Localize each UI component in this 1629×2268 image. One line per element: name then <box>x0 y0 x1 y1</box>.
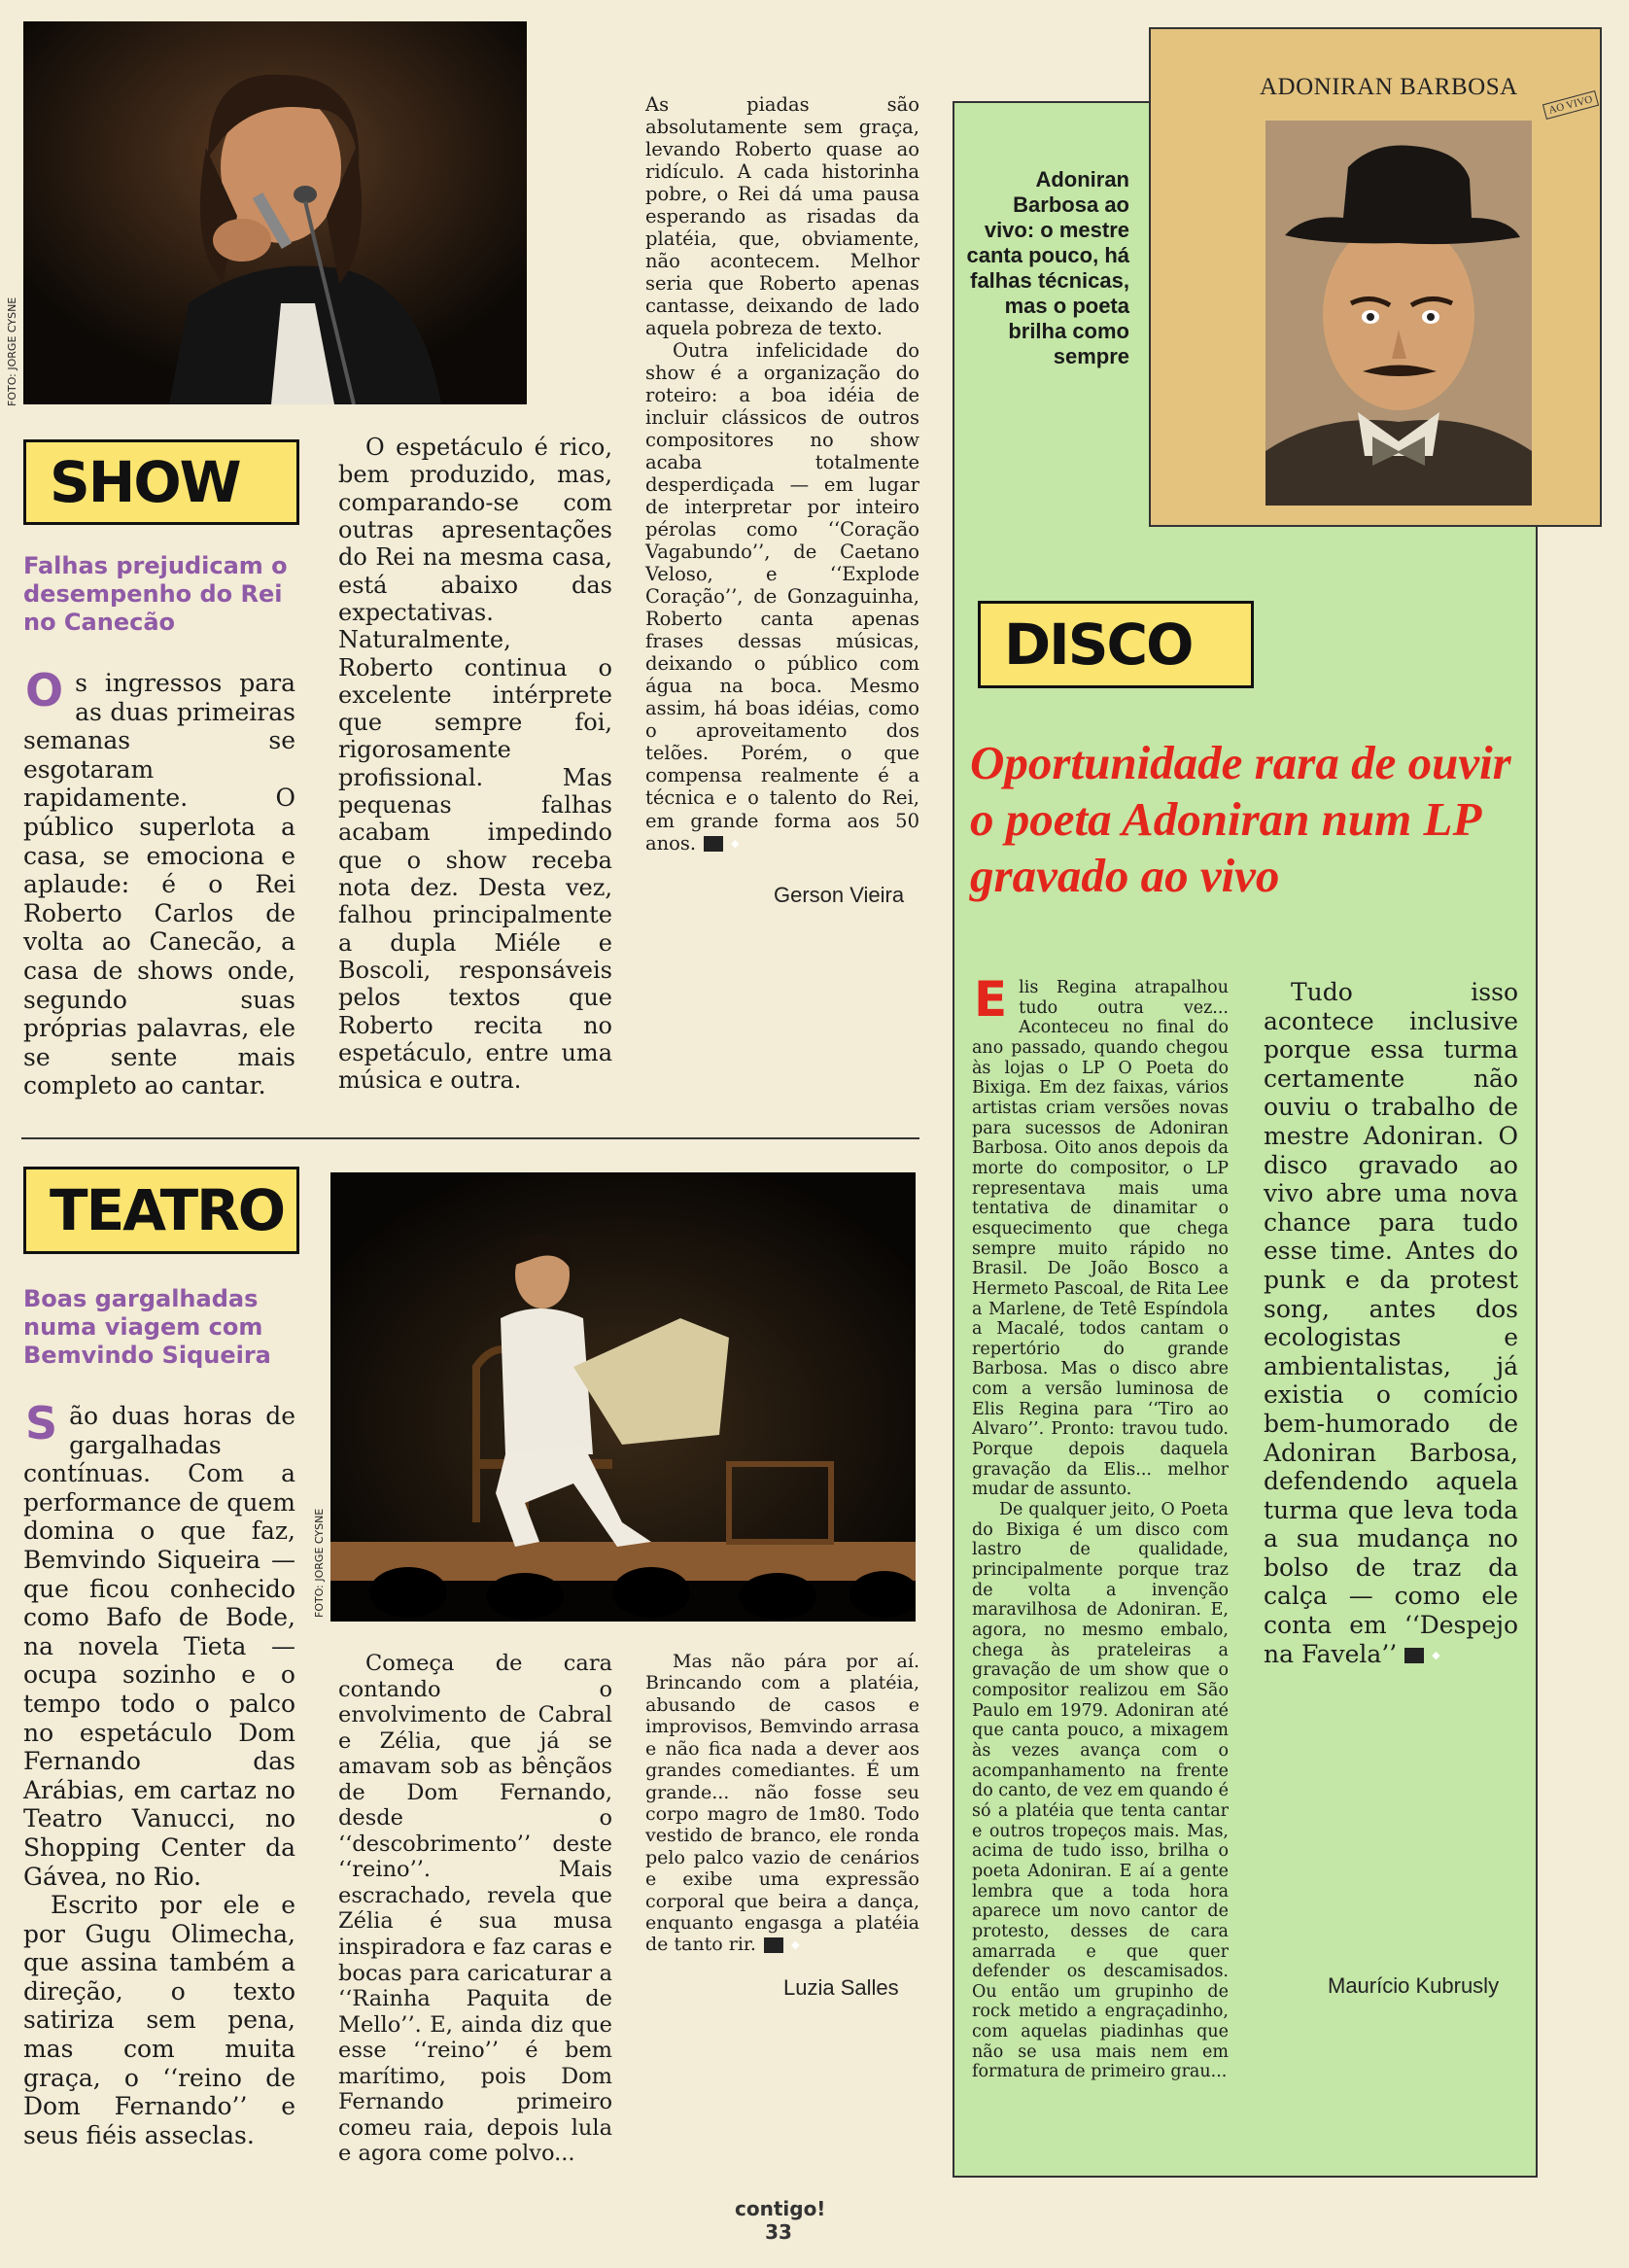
show-paragraph-1: s ingressos para as duas primeiras semanas se esgotaram rapidamente. O público superlota a casa, se emociona e aplaude: é o Rei Roberto Carlos de volta ao Canecão, a casa de shows onde, segundo suas próprias palavras, ele se sente mais completo ao cantar. <box>23 669 295 1100</box>
teatro-paragraph-4: Mas não pára por aí. Brincando com a platéia, abusando de casos e improvisos, Bemvindo arrasa e não fica nada a dever aos grandes comediantes. É um grande... não fosse seu corpo magro de 1m80. Todo vestido de branco, ele ronda pelo palco vazio de cenários e exibe uma expressão corporal que beira a dança, enquanto engasga a platéia de tanto rir. ◆ <box>645 1651 919 1956</box>
teatro-photo <box>330 1172 916 1622</box>
album-cover <box>1149 27 1602 527</box>
actor-illustration <box>330 1172 916 1622</box>
footer-magazine: contigo! <box>735 2197 826 2220</box>
teatro-subtitle: Boas gargalhadas numa viagem com Bemvindo Siqueira <box>23 1285 271 1369</box>
teatro-dropcap: S <box>25 1397 58 1449</box>
show-subtitle: Falhas prejudicam o desempenho do Rei no Canecão <box>23 552 288 636</box>
show-paragraph-3: As piadas são absolutamente sem graça, levando Roberto quase ao ridículo. A cada historinha pobre, o Rei dá uma pausa esperando as risadas da platéia, que, obviamente, não acontecem. Melhor seria que Roberto apenas cantasse, deixando de lado aquela pobreza de texto. <box>645 93 919 340</box>
album-caption: Adoniran Barbosa ao vivo: o mestre canta pouco, há falhas técnicas, mas o poeta brilha como sempre <box>966 167 1129 368</box>
end-mark-icon: ◆ <box>1404 1648 1424 1663</box>
page-number: 33 <box>765 2220 792 2244</box>
teatro-column-3 <box>645 1651 919 1971</box>
teatro-author: Luzia Salles <box>783 1975 899 2000</box>
disco-paragraph-1: lis Regina atrapalhou tudo outra vez... Aconteceu no final do ano passado, quando chegou às lojas o LP O Poeta do Bixiga. Em dez faixas, vários artistas criam versões novas para sucessos de Adoniran Barbosa. Oito anos depois da morte do compositor, o LP representava mais uma tentativa de dinamitar o esquecimento que chega sempre muito rápido no Brasil. De João Bosco a Hermeto Pascoal, de Rita Lee a Marlene, de Tetê Espíndola a Macalé, todos cantam o repertório do grande Barbosa. Mas o disco abre com a versão luminosa de Elis Regina para ‘‘Tiro ao Alvaro’’. Pronto: travou tudo. Porque depois daquela gravação da Elis... melhor mudar de assunto. <box>972 978 1229 1500</box>
show-paragraph-4: Outra infelicidade do show é a organização do roteiro: a boa idéia de incluir clássicos de outros compositores no show acaba totalmente desperdiçada — em lugar de interpretar por inteiro pérolas como ‘‘Coração Vagabundo’’, de Caetano Veloso, e ‘‘Explode Coração’’, de Gonzaguinha, Roberto canta apenas frases dessas músicas, deixando o público com água na boca. Mesmo assim, há boas idéias, como o aproveitamento dos telões. Porém, o que compensa realmente é a técnica e o talento do Rei, em grande forma aos 50 anos. ◆ <box>645 339 919 855</box>
disco-dropcap: E <box>974 971 1008 1028</box>
album-badge: AO VIVO <box>1542 90 1599 120</box>
show-section-tag: SHOW <box>23 439 299 525</box>
singer-illustration <box>23 21 527 404</box>
teatro-section-tag: TEATRO <box>23 1167 299 1254</box>
show-dropcap: O <box>25 664 64 716</box>
show-photo-credit: FOTO: JORGE CYSNE <box>6 297 18 406</box>
disco-headline: Oportunidade rara de ouvir o poeta Adoniran num LP gravado ao vivo <box>970 736 1511 902</box>
disco-paragraph-3: Tudo isso acontece inclusive porque essa turma certamente não ouviu o trabalho de mestre Adoniran. O disco gravado ao vivo abre uma nova chance para tudo esse time. Antes do punk e da protest song, antes dos ecologistas e ambientalistas, já existia o comício bem-humorado de Adoniran Barbosa, defendendo aquela turma que leva toda a sua mudança no bolso de traz da calça — como ele conta em ‘‘Despejo na Favela’’ ◆ <box>1264 978 1518 1668</box>
disco-column-2 <box>1264 978 1518 2145</box>
adoniran-illustration <box>1265 121 1532 506</box>
show-author: Gerson Vieira <box>774 883 905 907</box>
disco-paragraph-2: De qualquer jeito, O Poeta do Bixiga é um disco com lastro de qualidade, principalmente porque traz de volta a invenção maravilhosa de Adoniran. E, agora, no mesmo embalo, chega às prateleiras a gravação de um show que o compositor realizou em São Paulo em 1979. Adoniran até que canta pouco, a mixagem às vezes avança com o acompanhamento na frente do canto, de vez em quando é só a platéia que tenta cantar e outros tropeços mais. Mas, acima de tudo isso, brilha o poeta Adoniran. E aí a gente lembra que a toda hora aparece um novo cantor de protesto, desses de cara amarrada e que quer defender os descamisados. Ou então um grupinho de rock metido a engraçadinho, com aquelas piadinhas que não se usa mais nem em formatura de primeiro grau... <box>972 1500 1229 2082</box>
disco-author: Maurício Kubrusly <box>1328 1973 1500 1998</box>
teatro-column-2 <box>338 1651 612 2185</box>
show-column-1 <box>23 664 295 1106</box>
album-artist: ADONIRAN BARBOSA <box>1260 74 1518 100</box>
end-mark-icon: ◆ <box>764 1937 783 1953</box>
teatro-column-1 <box>23 1397 295 2180</box>
show-column-2 <box>338 434 612 1104</box>
disco-column-1 <box>972 971 1229 2145</box>
album-portrait <box>1265 121 1532 506</box>
disco-section-tag: DISCO <box>978 601 1254 688</box>
teatro-paragraph-2: Escrito por ele e por Gugu Olimecha, que assina também a direção, o texto satiriza sem pena, mas com muita graça, o ‘‘reino de Dom Fernando’’ e seus fiéis asseclas. <box>23 1891 295 2149</box>
teatro-photo-credit: FOTO: JORGE CYSNE <box>313 1508 326 1618</box>
show-paragraph-2: O espetáculo é rico, bem produzido, mas, comparando-se com outras apresentações do Rei na mesma casa, está abaixo das expectativas. Naturalmente, Roberto continua o excelente intérprete que sempre foi, rigorosamente profissional. Mas pequenas falhas acabam impedindo que o show receba nota dez. Desta vez, falhou principalmente a dupla Miéle e Boscoli, responsáveis pelos textos que Roberto recita no espetáculo, entre uma música e outra. <box>338 434 612 1095</box>
section-divider <box>21 1137 919 1139</box>
show-photo <box>23 21 527 404</box>
teatro-paragraph-3: Começa de cara contando o envolvimento de Cabral e Zélia, que já se amavam sob as bênçãos de Dom Fernando, desde o ‘‘descobrimento’’ deste ‘‘reino’’. Mais escrachado, revela que Zélia é sua musa inspiradora e faz caras e bocas para caricaturar a ‘‘Rainha Paquita de Mello’’. E, ainda diz que esse ‘‘reino’’ é bem marítimo, pois Dom Fernando primeiro comeu raia, depois lula e agora come polvo... <box>338 1651 612 2167</box>
teatro-paragraph-1: ão duas horas de gargalhadas contínuas. Com a performance de quem domina o que faz, Bemvindo Siqueira — que ficou conhecido como Bafo de Bode, na novela Tieta — ocupa sozinho e o tempo todo o palco no espetáculo Dom Fernando das Arábias, em cartaz no Teatro Vanucci, no Shopping Center da Gávea, no Rio. <box>23 1402 295 1891</box>
end-mark-icon: ◆ <box>704 836 723 852</box>
show-column-3 <box>645 93 919 861</box>
